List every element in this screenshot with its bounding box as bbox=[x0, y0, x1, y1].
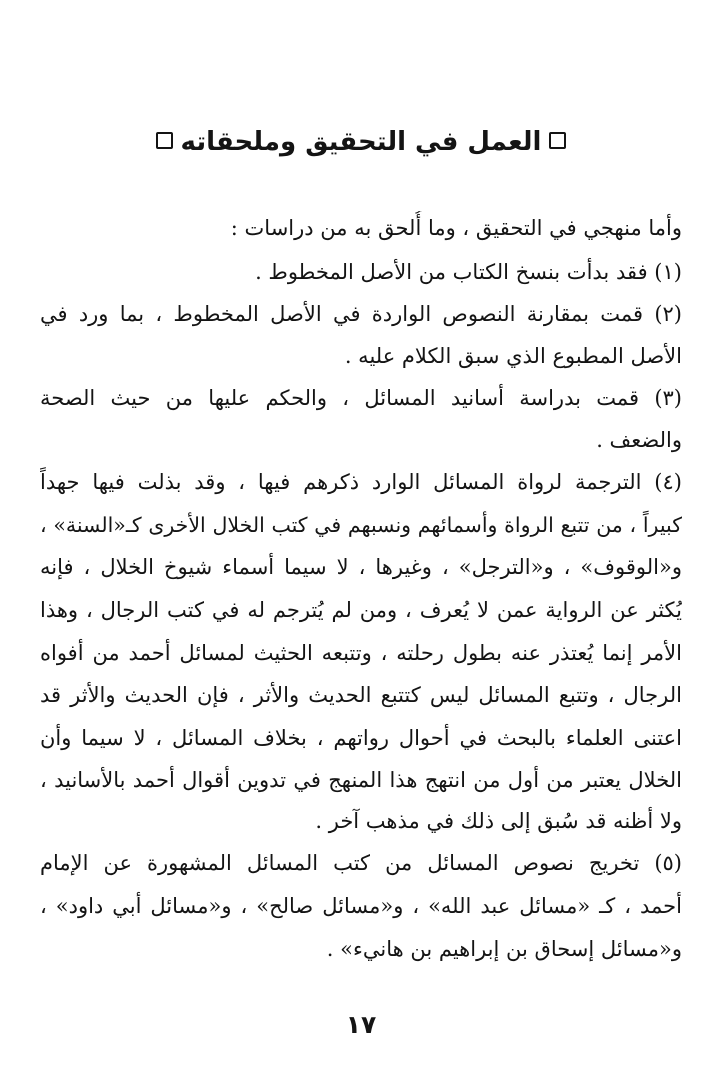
body-text-line: (٢) قمت بمقارنة النصوص الواردة في الأصل المخطوط ، بما ورد في bbox=[40, 302, 682, 326]
body-text-line: (١) فقد بدأت بنسخ الكتاب من الأصل المخطوط . bbox=[255, 260, 682, 284]
body-text-line: ولا أظنه قد سُبق إلى ذلك في مذهب آخر . bbox=[315, 809, 682, 833]
body-text-line: الخلال يعتبر من أول من انتهج هذا المنهج في تدوين أقوال أحمد بالأسانيد ، bbox=[40, 768, 682, 792]
body-text-line: الأصل المطبوع الذي سبق الكلام عليه . bbox=[344, 344, 682, 368]
body-text-line: (٤) الترجمة لرواة المسائل الوارد ذكرهم فيها ، وقد بذلت فيها جهداً bbox=[40, 470, 682, 494]
body-text-line: والضعف . bbox=[596, 428, 682, 452]
body-text-line: الأمر إنما يُعتذر عنه بطول رحلته ، وتتبعه الحثيث لمسائل أحمد من أفواه bbox=[40, 641, 682, 665]
body-text-line: و«الوقوف» ، و«الترجل» ، وغيرها ، لا سيما أسماء شيوخ الخلال ، فإنه bbox=[40, 555, 682, 579]
body-text-line: كبيراً ، من تتبع الرواة وأسمائهم ونسبهم في كتب الخلال الأخرى كـ«السنة» ، bbox=[40, 513, 682, 537]
page-number: ١٧ bbox=[345, 1010, 377, 1039]
square-bullet-icon bbox=[156, 132, 173, 149]
body-text-line: (٣) قمت بدراسة أسانيد المسائل ، والحكم عليها من حيث الصحة bbox=[40, 386, 682, 410]
body-text-line: الرجال ، وتتبع المسائل ليس كتتبع الحديث والأثر ، فإن الحديث والأثر قد bbox=[40, 683, 682, 707]
body-text-line: اعتنى العلماء بالبحث في أحوال رواتهم ، بخلاف المسائل ، لا سيما وأن bbox=[40, 726, 682, 750]
body-text-line: يُكثر عن الرواية عمن لا يُعرف ، ومن لم يُترجم له في كتب الرجال ، وهذا bbox=[40, 598, 682, 622]
body-text-line: و«مسائل إسحاق بن إبراهيم بن هانيء» . bbox=[326, 937, 682, 961]
body-text-line: (٥) تخريج نصوص المسائل من كتب المسائل المشهورة عن الإمام bbox=[40, 851, 682, 875]
body-text-line: وأما منهجي في التحقيق ، وما أُلحق به من دراسات : bbox=[230, 216, 682, 240]
square-bullet-icon bbox=[549, 132, 566, 149]
section-heading bbox=[0, 122, 722, 162]
body-text-line: أحمد ، كـ «مسائل عبد الله» ، و«مسائل صالح» ، و«مسائل أبي داود» ، bbox=[40, 894, 682, 918]
section-heading-text: العمل في التحقيق وملحقاته bbox=[180, 127, 542, 157]
